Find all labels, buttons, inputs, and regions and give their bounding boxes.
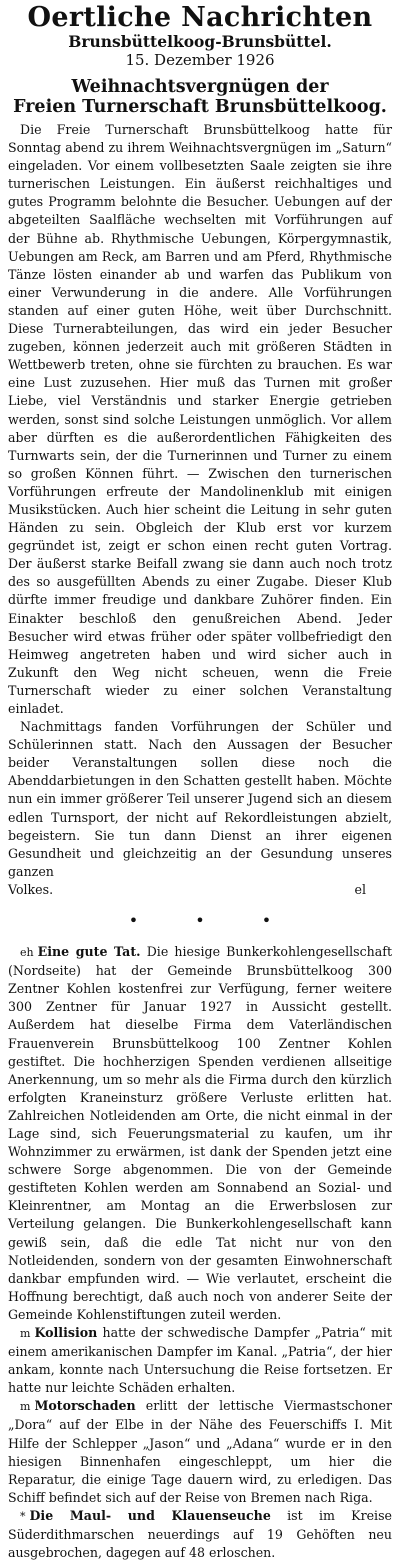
article-signature: el	[354, 881, 366, 897]
article	[8, 77, 392, 899]
news-item-tag: m	[20, 1400, 31, 1414]
news-item	[8, 1324, 392, 1397]
news-item-text: erlitt der lettische Viermastschoner „Dora“ auf der Elbe in der Nähe des Feuerschiffs I. Mit Hilfe der Schlepper „Jason“ und „Adana“ wurde er in den hiesigen Binnenhafen eingeschleppt, um hier die Reparatur, die einige Tage dauern wird, zu erledigen. Das Schiff befindet sich auf der Reise von Bremen nach Riga.	[8, 1398, 392, 1505]
article-paragraph-1: Die Freie Turnerschaft Brunsbüttelkoog hatte für Sonntag abend zu ihrem Weihnachtsvergnügen im „Saturn“ eingeladen. Vor einem vollbesetzten Saale zeigten sie ihre turnerischen Leistungen. Ein äußerst reichhaltiges und gutes Programm belohnte die Besucher. Uebungen auf der abgeteilten Saalfläche wechselten mit Vorführungen auf der Bühne ab. Rhythmische Uebungen, Körpergymnastik, Uebungen am Reck, am Barren und am Pferd, Rhythmische Tänze lösten einander ab und warfen das Publikum von einer Verwunderung in die andere. Alle Vorführungen standen auf einer guten Höhe, weit über Durchschnitt. Diese Turnerabteilungen, das wird ein jeder Besucher zugeben, können jederzeit auch mit größeren Städten in Wettbewerb treten, ohne sie fürchten zu brauchen. Es war eine Lust zuzusehen. Hier muß das Turnen mit großer Liebe, viel Verständnis und starker Energie getrieben werden, sonst sind solche Leistungen unmöglich. Vor allem aber dürften es die außerordentlichen Fähigkeiten des Turnwarts sein, der die Turnerinnen und Turner zu einem so großen Können führt. — Zwischen den turnerischen Vorführungen erfreute der Mandolinenklub mit einigen Musikstücken. Auch hier scheint die Leitung in sehr guten Händen zu sein. Obgleich der Klub erst vor kurzem gegründet ist, zeigt er schon einen recht guten Vortrag. Der äußerst starke Beifall zwang sie dann auch noch trotz des so ausgefüllten Abends zu einer Zugabe. Dieser Klub dürfte immer freudige und dankbare Zuhörer finden. Ein Einakter beschloß den genußreichen Abend. Jeder Besucher wird etwas früher oder später vollbefriedigt den Heimweg angetreten haben und wird sicher auch in Zukunft den Weg nicht scheuen, wenn die Freie Turnerschaft wieder zu einer solchen Veranstaltung einladet.	[8, 122, 392, 716]
section-title: Oertliche Nachrichten	[27, 2, 373, 33]
news-item-tag: *	[20, 1509, 26, 1523]
article-paragraph-2: Nachmittags fanden Vorführungen der Schüler und Schülerinnen statt. Nach den Aussagen der Besucher beider Veranstaltungen sollen diese noch die Abenddarbietungen in den Schatten gestellt haben. Möchte nun ein immer größerer Teil unserer Jugend sich an diesem edlen Turnsport, der nicht auf Rekordleistungen abzielt, begeistern. Sie tun dann Dienst an ihrer eigenen Gesundheit und gleichzeitig an der Gesundung unseres ganzen	[8, 719, 392, 879]
news-item	[8, 943, 392, 1324]
news-item-keyword: Kollision	[34, 1325, 98, 1340]
news-item-text: Die hiesige Bunkerkohlengesellschaft (Nordseite) hat der Gemeinde Brunsbüttelkoog 300 Zentner Kohlen kostenfrei zur Verfügung, ferner weitere 300 Zentner für Januar 1927 in Aussicht gestellt. Außerdem hat dieselbe Firma dem Vaterländischen Frauenverein Brunsbüttelkoog 100 Zentner Kohlen gestiftet. Die hochherzigen Spenden verdienen allseitige Anerkennung, um so mehr als die Firma durch den kürzlich erfolgten Kraneinsturz größere Verluste erlitten hat. Zahlreichen Notleidenden am Orte, die nicht einmal in der Lage sind, sich Feuerungsmaterial zu kaufen, um ihr Wohnzimmer zu erwärmen, ist dank der Spenden jetzt eine schwere Sorge abgenommen. Die von der Gemeinde gestifteten Kohlen werden am Sonnabend an Sozial- und Kleinrentner, am Montag an die Erwerbslosen zur Verteilung gelangen. Die Bunkerkohlengesellschaft kann gewiß sein, daß die edle Tat nicht nur von den Notleidenden, sondern von der gesamten Einwohnerschaft dankbar empfunden wird. — Wie verlautet, erscheint die Hoffnung berechtigt, daß auch noch von anderer Seite der Gemeinde Kohlenstiftungen zuteil werden.	[8, 944, 393, 1322]
news-item-keyword: Eine gute Tat.	[37, 944, 141, 960]
dateline-place: Brunsbüttelkoog-Brunsbüttel.	[68, 32, 332, 51]
article-signoff	[8, 881, 392, 899]
separator-ornament: • • •	[128, 911, 298, 931]
news-item-keyword: Die Maul- und Klauenseuche	[29, 1507, 271, 1523]
article-headline	[8, 77, 392, 117]
dateline-date: 15. Dezember 1926	[125, 51, 275, 69]
news-item-keyword: Motorschaden	[34, 1398, 136, 1414]
headline-line-2: Freien Turnerschaft Brunsbüttelkoog.	[13, 97, 387, 117]
article-last-word: Volkes.	[8, 881, 54, 897]
news-item-text: ist im Kreise Süderdithmarschen neuerdings auf 19 Gehöften neu ausgebrochen, dagegen auf 48 erloschen.	[8, 1507, 392, 1561]
news-item-text: hatte der schwedische Dampfer „Patria“ mit einem amerikanischen Dampfer im Kanal. „Patria“, der hier ankam, konnte nach Untersuchung die Reise fortsetzen. Er hatte nur leichte Schäden erhalten.	[8, 1325, 392, 1396]
news-item-tag: eh	[20, 946, 34, 960]
news-item-tag: m	[20, 1327, 31, 1340]
news-item	[8, 1397, 392, 1507]
headline-line-1: Weihnachtsvergnügen der	[71, 77, 329, 97]
news-items	[8, 943, 392, 1562]
news-item	[8, 1507, 392, 1562]
